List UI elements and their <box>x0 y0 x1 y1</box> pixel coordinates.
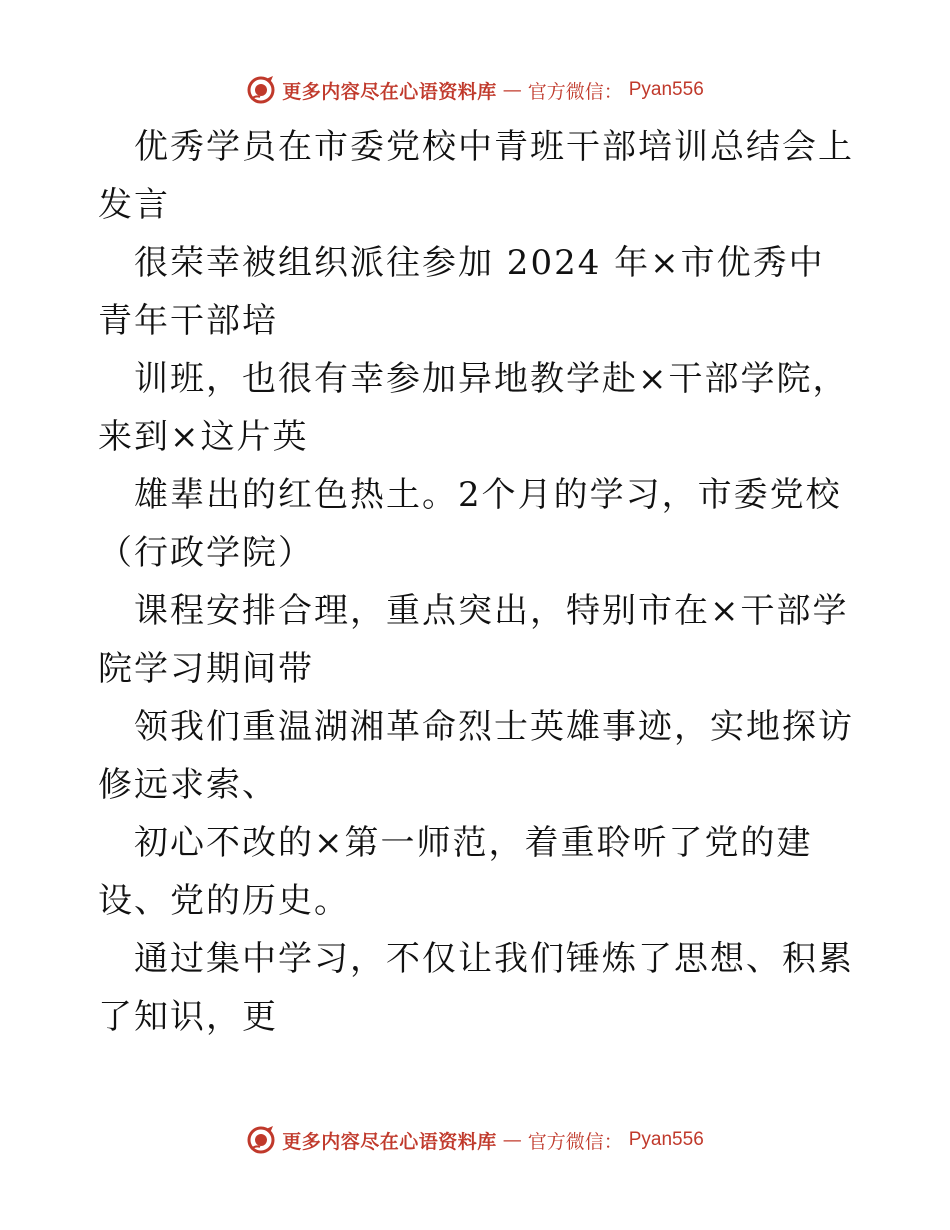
paragraph-title: 优秀学员在市委党校中青班干部培训总结会上发言 <box>98 127 854 225</box>
paragraph-3: 雄辈出的红色热土。2个月的学习，市委党校（行政学院） <box>98 475 842 573</box>
footer-wechat-id: Pyan556 <box>628 1129 704 1150</box>
pen-circle-logo-icon <box>246 75 276 105</box>
paragraph-7: 通过集中学习，不仅让我们锤炼了思想、积累了知识，更 <box>98 939 854 1037</box>
footer-wechat-label: 官方微信： <box>527 1130 623 1153</box>
paragraph-6: 初心不改的×第一师范，着重聆听了党的建设、党的历史。 <box>98 823 813 921</box>
footer-dash: — <box>502 1129 522 1151</box>
header-dash: — <box>502 79 522 101</box>
paragraph-1: 很荣幸被组织派往参加 2024 年×市优秀中青年干部培 <box>98 243 825 341</box>
pen-circle-logo-icon <box>246 1125 276 1155</box>
header-wechat-id: Pyan556 <box>628 79 704 100</box>
footer-watermark-banner <box>0 1122 950 1158</box>
paragraph-4: 课程安排合理，重点突出，特别市在×干部学院学习期间带 <box>98 591 849 689</box>
footer-site-text: 更多内容尽在心语资料库 <box>282 1130 497 1153</box>
header-wechat-label: 官方微信： <box>527 80 623 103</box>
paragraph-5: 领我们重温湖湘革命烈士英雄事迹，实地探访修远求索、 <box>98 707 854 805</box>
document-body <box>98 118 858 1046</box>
header-watermark-banner <box>0 72 950 108</box>
header-site-text: 更多内容尽在心语资料库 <box>282 80 497 103</box>
paragraph-2: 训班，也很有幸参加异地教学赴×干部学院，来到×这片英 <box>98 359 849 457</box>
